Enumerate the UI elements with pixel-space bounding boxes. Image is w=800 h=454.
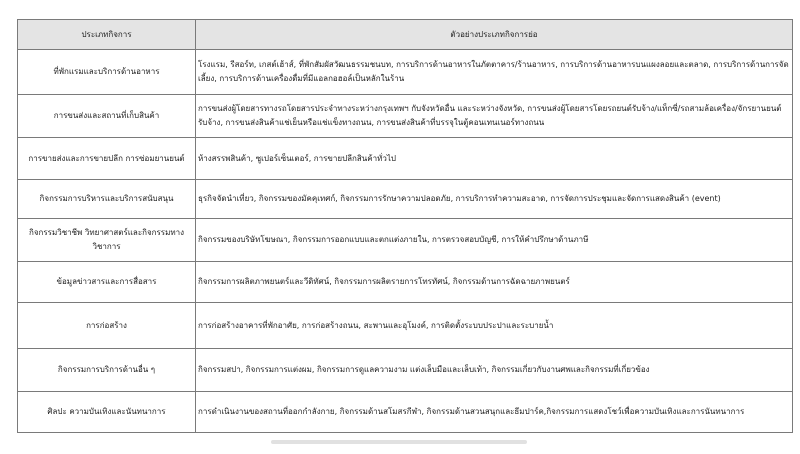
row-category: ข้อมูลข่าวสารและการสื่อสาร: [18, 262, 196, 303]
table-row: [18, 138, 793, 180]
row-category: ที่พักแรมและบริการด้านอาหาร: [18, 50, 196, 95]
table-header-row: [18, 20, 793, 50]
row-category: ศิลปะ ความบันเทิงและนันทนาการ: [18, 392, 196, 433]
row-examples: การก่อสร้างอาคารที่พักอาศัย, การก่อสร้างถนน, สะพานและอุโมงค์, การติดตั้งระบบประปาและระบายน้ำ: [196, 303, 793, 349]
table-row: [18, 349, 793, 392]
row-category: การขายส่งและการขายปลีก การซ่อมยานยนต์: [18, 138, 196, 180]
table-row: [18, 262, 793, 303]
table-row: [18, 303, 793, 349]
table-row: [18, 219, 793, 262]
row-examples: กิจกรรมการผลิตภาพยนตร์และวีดิทัศน์, กิจกรรมการผลิตรายการโทรทัศน์, กิจกรรมด้านการฉัดฉายภาพยนตร์: [196, 262, 793, 303]
row-examples: ธุรกิจจัดนำเที่ยว, กิจกรรมของมัคคุเทศก์, กิจกรรมการรักษาความปลอดภัย, การบริการทำความสะอาด, การจัดการประชุมและจัดการแสดงสินค้า (event): [196, 180, 793, 219]
row-category: กิจกรรมการบริการด้านอื่น ๆ: [18, 349, 196, 392]
header-business-type: ประเภทกิจการ: [18, 20, 196, 50]
row-examples: กิจกรรมของบริษัทโฆษณา, กิจกรรมการออกแบบและตกแต่งภายใน, การตรวจสอบบัญชี, การให้คำปรึกษาด้านภาษี: [196, 219, 793, 262]
table-row: [18, 180, 793, 219]
row-category: การก่อสร้าง: [18, 303, 196, 349]
row-category: การขนส่งและสถานที่เก็บสินค้า: [18, 95, 196, 138]
table-row: [18, 95, 793, 138]
row-examples: กิจกรรมสปา, กิจกรรมการแต่งผม, กิจกรรมการดูแลความงาม แต่งเล็บมือและเล็บเท้า, กิจกรรมเกี่ยวกับงานศพและกิจกรรมที่เกี่ยวข้อง: [196, 349, 793, 392]
table-row: [18, 392, 793, 433]
row-category: กิจกรรมการบริหารและบริการสนับสนุน: [18, 180, 196, 219]
row-category: กิจกรรมวิชาชีพ วิทยาศาสตร์และกิจกรรมทางวิชาการ: [18, 219, 196, 262]
row-examples: โรงแรม, รีสอร์ท, เกสต์เฮ้าส์, ที่พักสัมผัสวัฒนธรรมชนบท, การบริการด้านอาหารในภัตตาคาร/ร้านอาหาร, การบริการด้านอาหารบนแผงลอยและตลาด, การบริการด้านการจัดเลี้ยง, การบริการด้านเครื่องดื่มที่มีแอลกอฮอล์เป็นหลักในร้าน: [196, 50, 793, 95]
header-sub-business-examples: ตัวอย่างประเภทกิจการย่อ: [196, 20, 793, 50]
row-examples: ห้างสรรพสินค้า, ซูเปอร์เซ็นเตอร์, การขายปลีกสินค้าทั่วไป: [196, 138, 793, 180]
horizontal-scrollbar[interactable]: [271, 440, 527, 444]
business-type-table: [17, 19, 793, 433]
row-examples: การขนส่งผู้โดยสารทางรถโดยสารประจำทางระหว่างกรุงเทพฯ กับจังหวัดอื่น และระหว่างจังหวัด, การขนส่งผู้โดยสารโดยรถยนต์รับจ้าง/แท็กซี่/รถสามล้อเครื่อง/จักรยานยนต์รับจ้าง, การขนส่งสินค้าแช่เย็นหรือแช่แข็งทางถนน, การขนส่งสินค้าที่บรรจุในตู้คอนเทนเนอร์ทางถนน: [196, 95, 793, 138]
table-row: [18, 50, 793, 95]
row-examples: การดำเนินงานของสถานที่ออกกำลังกาย, กิจกรรมด้านสโมสรกีฬา, กิจกรรมด้านสวนสนุกและธีมปาร์ค,กิจกรรมการแสดงโชว์เพื่อความบันเทิงและการนันทนาการ: [196, 392, 793, 433]
business-type-table-container: [17, 19, 792, 433]
